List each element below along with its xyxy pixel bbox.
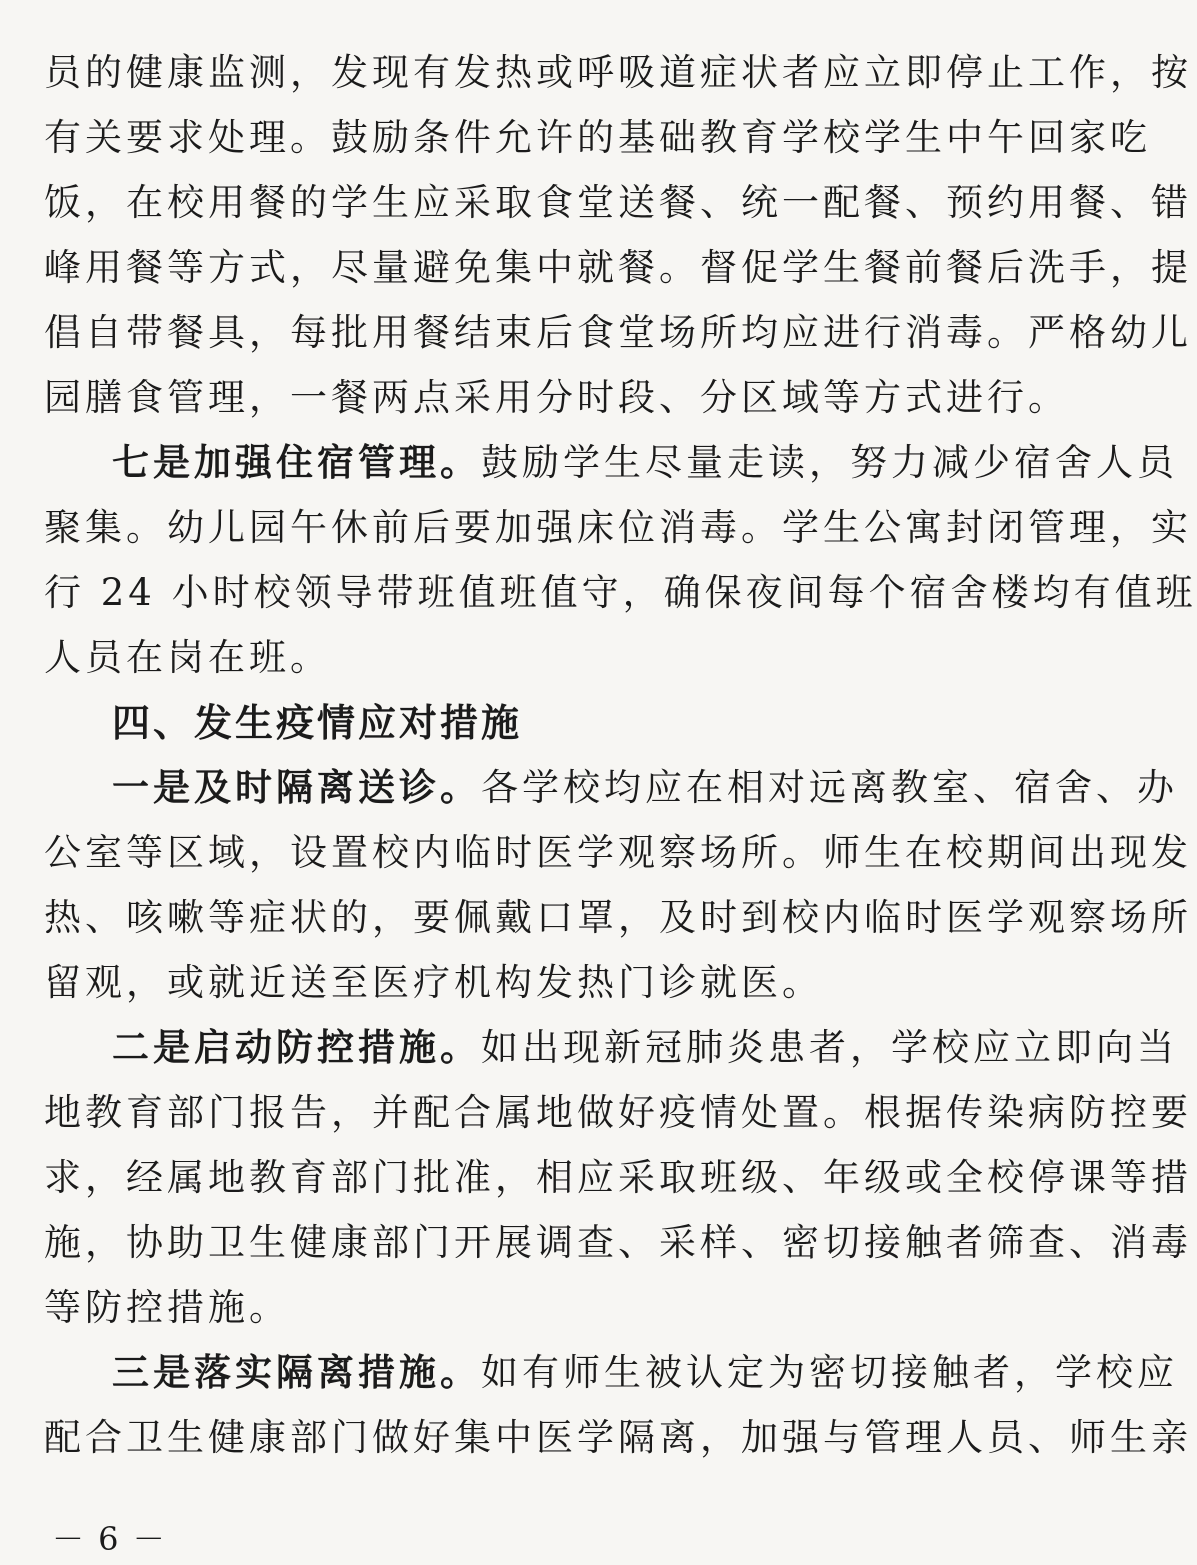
text-line: 行 24 小时校领导带班值班值守，确保夜间每个宿舍楼均有值班 xyxy=(44,571,1197,614)
paragraph-first-line xyxy=(112,755,1178,821)
paragraph-lead: 二是启动防控措施。 xyxy=(112,1026,481,1069)
paragraph-first-line xyxy=(112,1015,1178,1081)
text-line: 峰用餐等方式，尽量避免集中就餐。督促学生餐前餐后洗手，提 xyxy=(44,246,1192,289)
text-line: 倡自带餐具，每批用餐结束后食堂场所均应进行消毒。严格幼儿 xyxy=(44,311,1192,354)
text-line: 配合卫生健康部门做好集中医学隔离，加强与管理人员、师生亲 xyxy=(44,1416,1192,1459)
text-line: 施，协助卫生健康部门开展调查、采样、密切接触者筛查、消毒 xyxy=(44,1221,1192,1264)
text-line: 员的健康监测，发现有发热或呼吸道症状者应立即停止工作，按 xyxy=(44,51,1192,94)
paragraph-lead: 七是加强住宿管理。 xyxy=(112,441,481,484)
text-line: 热、咳嗽等症状的，要佩戴口罩，及时到校内临时医学观察场所 xyxy=(44,896,1192,939)
paragraph-text: 如出现新冠肺炎患者，学校应立即向当 xyxy=(481,1026,1178,1069)
paragraph-lead: 三是落实隔离措施。 xyxy=(112,1351,481,1394)
text-line: 公室等区域，设置校内临时医学观察场所。师生在校期间出现发 xyxy=(44,831,1192,874)
text-line: 地教育部门报告，并配合属地做好疫情处置。根据传染病防控要 xyxy=(44,1091,1192,1134)
text-line: 聚集。幼儿园午休前后要加强床位消毒。学生公寓封闭管理，实 xyxy=(44,506,1192,549)
paragraph-first-line xyxy=(112,430,1178,496)
text-line: 留观，或就近送至医疗机构发热门诊就医。 xyxy=(44,961,823,1004)
text-line: 饭，在校用餐的学生应采取食堂送餐、统一配餐、预约用餐、错 xyxy=(44,181,1192,224)
text-line: 等防控措施。 xyxy=(44,1286,290,1329)
paragraph-text: 鼓励学生尽量走读，努力减少宿舍人员 xyxy=(481,441,1178,484)
page-number: － 6 － xyxy=(52,1520,167,1558)
paragraph-text: 各学校均应在相对远离教室、宿舍、办 xyxy=(481,766,1178,809)
text-line: 有关要求处理。鼓励条件允许的基础教育学校学生中午回家吃 xyxy=(44,116,1151,159)
section-heading: 四、发生疫情应对措施 xyxy=(112,701,523,745)
text-line: 人员在岗在班。 xyxy=(44,636,331,679)
text-line: 园膳食管理，一餐两点采用分时段、分区域等方式进行。 xyxy=(44,376,1069,419)
paragraph-lead: 一是及时隔离送诊。 xyxy=(112,766,481,809)
text-line: 求，经属地教育部门批准，相应采取班级、年级或全校停课等措 xyxy=(44,1156,1192,1199)
paragraph-first-line xyxy=(112,1340,1178,1406)
paragraph-text: 如有师生被认定为密切接触者，学校应 xyxy=(481,1351,1178,1394)
